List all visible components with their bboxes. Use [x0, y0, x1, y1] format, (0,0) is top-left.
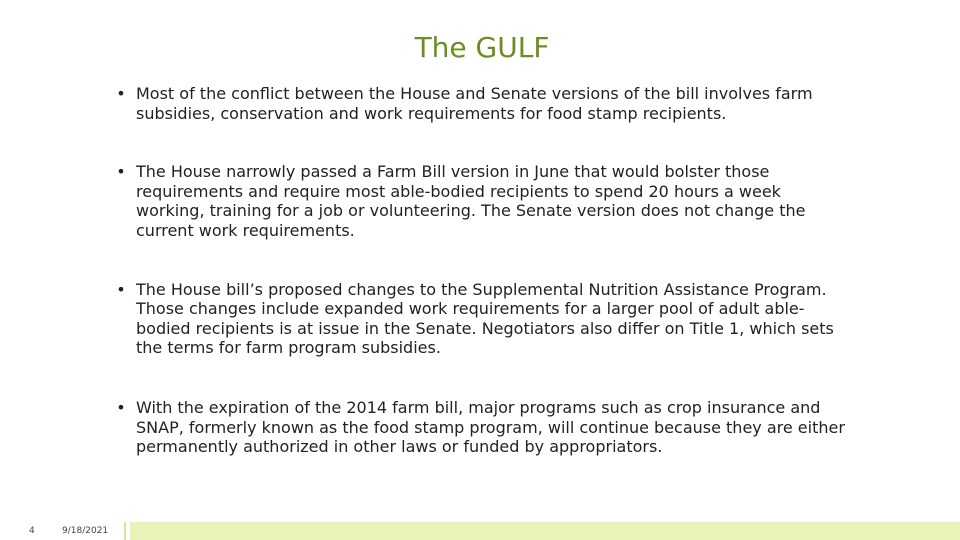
bullet-item-3 — [114, 280, 854, 358]
footer-date: 9/18/2021 — [62, 526, 109, 536]
bullet-list — [114, 84, 854, 457]
bullet-text: Most of the conflict between the House and Senate versions of the bill involves farm subsidies, conservation and work requirements for food stamp recipients. — [136, 84, 813, 123]
bullet-icon: • — [116, 84, 126, 103]
bullet-text: The House narrowly passed a Farm Bill version in June that would bolster those requirements and require most able-bodied recipients to spend 20 hours a week working, training for a job or volunteering. The Senate version does not change the current work requirements. — [136, 162, 806, 240]
bullet-item-4 — [114, 398, 854, 457]
slide-title: The GULF — [414, 31, 550, 64]
footer-divider — [124, 522, 126, 540]
bullet-item-2 — [114, 162, 854, 240]
bullet-item-1 — [114, 84, 854, 123]
bullet-text: The House bill’s proposed changes to the Supplemental Nutrition Assistance Program. Those changes include expanded work requirements for a larger pool of adult able-bodied recipients is at issue in the Senate. Negotiators also differ on Title 1, which sets the terms for farm program subsidies. — [136, 279, 834, 358]
bullet-icon: • — [116, 162, 126, 182]
bullet-text: With the expiration of the 2014 farm bill, major programs such as crop insurance and SNAP, formerly known as the food stamp program, will continue because they are either permanently authorized in other laws or funded by appropriators. — [136, 397, 845, 457]
bullet-icon: • — [116, 397, 126, 417]
page-number: 4 — [29, 526, 35, 536]
bullet-icon: • — [116, 279, 126, 299]
footer-band — [130, 522, 960, 540]
